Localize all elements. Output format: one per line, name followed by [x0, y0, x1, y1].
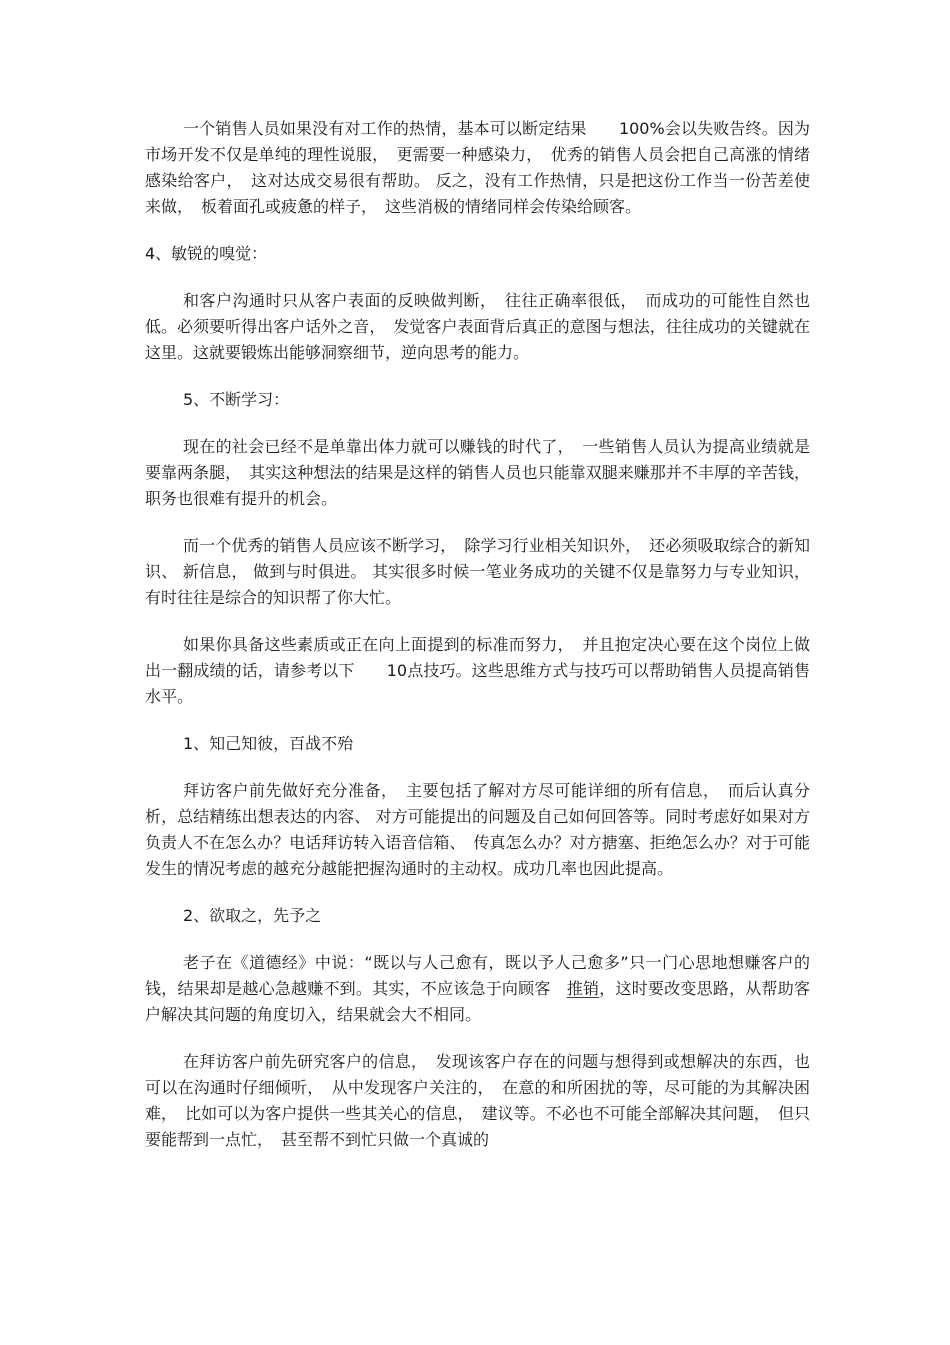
section-heading-4: 4、敏锐的嗅觉： [145, 244, 268, 263]
section-heading-5: 5、不断学习： [183, 390, 290, 409]
paragraph-learning-2: 而一个优秀的销售人员应该不断学习， 除学习行业相关知识外， 还必须吸取综合的新知识、 新信息， 做到与时俱进。 其实很多时候一笔业务成功的关键不仅是靠努力与专业知识，有时往往是综合的知识帮了你大忙。 [145, 536, 810, 607]
paragraph-give-first-text-b: ，这时要改变思路，从帮助客户解决其问题的角度切入，结果就会大不相同。 [145, 979, 810, 1024]
paragraph-give-first [145, 950, 810, 1028]
paragraph-give-first-text-a: 老子在《道德经》中说：“既以与人己愈有，既以予人己愈多”只一门心思地想赚客户的钱，结果却是越心急越赚不到。其实，不应该急于向顾客 [145, 953, 810, 998]
document-body [145, 116, 810, 1174]
promotion-link[interactable]: 推销 [566, 979, 600, 998]
tip-heading-1: 1、知己知彼，百战不殆 [183, 734, 354, 753]
paragraph-prepare: 拜访客户前先做好充分准备， 主要包括了解对方尽可能详细的所有信息， 而后认真分析，总结精练出想表达的内容、 对方可能提出的问题及自己如何回答等。同时考虑好如果对方负责人不在怎么办？电话拜访转入语音信箱、 传真怎么办？对方搪塞、拒绝怎么办？对于可能发生的情况考虑的越充分越能把握沟通时的主动权。成功几率也因此提高。 [145, 781, 810, 878]
tip-heading-2: 2、欲取之，先予之 [183, 906, 322, 925]
paragraph-research-customer: 在拜访客户前先研究客户的信息， 发现该客户存在的问题与想得到或想解决的东西，也可以在沟通时仔细倾听， 从中发现客户关注的， 在意的和所困扰的等，尽可能的为其解决困难， 比如可以为客户提供一些其关心的信息， 建议等。不必也不可能全部解决其问题， 但只要能帮到一点忙， 甚至帮不到忙只做一个真诚的 [145, 1052, 810, 1149]
paragraph-ten-tips: 如果你具备这些素质或正在向上面提到的标准而努力， 并且抱定决心要在这个岗位上做出一翻成绩的话，请参考以下 10点技巧。这些思维方式与技巧可以帮助销售人员提高销售水平。 [145, 635, 810, 706]
paragraph-enthusiasm: 一个销售人员如果没有对工作的热情，基本可以断定结果 100%会以失败告终。因为市场开发不仅是单纯的理性说服， 更需要一种感染力， 优秀的销售人员会把自己高涨的情绪感染给客户， 这对达成交易很有帮助。 反之，没有工作热情，只是把这份工作当一份苦差使来做， 板着面孔或疲惫的样子， 这些消极的情绪同样会传染给顾客。 [145, 119, 810, 216]
paragraph-keen-sense: 和客户沟通时只从客户表面的反映做判断， 往往正确率很低， 而成功的可能性自然也低。必须要听得出客户话外之音， 发觉客户表面背后真正的意图与想法，往往成功的关键就在这里。这就要锻炼出能够洞察细节，逆向思考的能力。 [145, 291, 810, 362]
paragraph-learning-1: 现在的社会已经不是单靠出体力就可以赚钱的时代了， 一些销售人员认为提高业绩就是要靠两条腿， 其实这种想法的结果是这样的销售人员也只能靠双腿来赚那并不丰厚的辛苦钱，职务也很难有提升的机会。 [145, 437, 810, 508]
